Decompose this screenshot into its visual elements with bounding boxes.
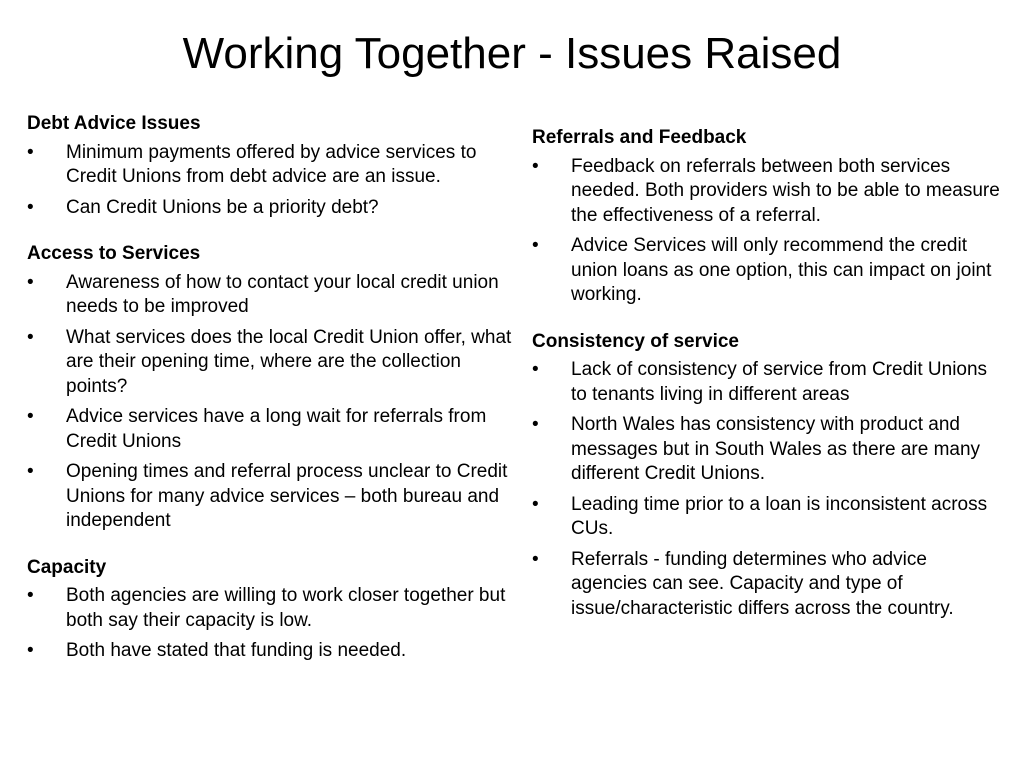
bullet-icon: • [27, 271, 34, 293]
list-item [532, 234, 1002, 308]
list-item [27, 326, 517, 400]
list-item-text: North Wales has consistency with product and messages but in South Wales as there are many different Credit Unions. [571, 414, 981, 484]
list-item-text: Leading time prior to a loan is inconsistent across CUs. [571, 493, 988, 539]
list-item-text: Awareness of how to contact your local credit union needs to be improved [66, 271, 499, 317]
bullet-list [532, 358, 1002, 621]
list-item-text: Advice Services will only recommend the credit union loans as one option, this can impact on joint working. [571, 235, 992, 305]
bullet-list [532, 155, 1002, 308]
list-item [27, 584, 517, 633]
section-referrals-and-feedback [532, 126, 1002, 308]
list-item [27, 460, 517, 534]
section-heading: Consistency of service [532, 330, 739, 352]
bullet-icon: • [27, 461, 34, 482]
list-item-text: Referrals - funding determines who advice agencies can see. Capacity and type of issue/characteristic differs across the country. [571, 548, 954, 619]
bullet-icon: • [532, 414, 539, 435]
list-item [27, 639, 517, 664]
bullet-list [27, 584, 517, 664]
list-item-text: Advice services have a long wait for referrals from Credit Unions [66, 406, 487, 452]
right-column [532, 126, 1002, 643]
bullet-icon: • [27, 585, 34, 606]
list-item-text: Both have stated that funding is needed. [66, 640, 407, 661]
list-item-text: Feedback on referrals between both services needed. Both providers wish to be able to measure the effectiveness of a referral. [571, 155, 1000, 226]
slide-title: Working Together - Issues Raised [182, 29, 842, 78]
section-capacity [27, 556, 517, 664]
list-item [532, 155, 1002, 229]
list-item-text: Opening times and referral process unclear to Credit Unions for many advice services – both bureau and independent [66, 461, 508, 531]
section-access-to-services [27, 242, 517, 534]
list-item [27, 405, 517, 454]
list-item-text: What services does the local Credit Union offer, what are their opening time, where are the collection points? [66, 326, 512, 397]
section-heading: Access to Services [27, 243, 201, 264]
section-debt-advice-issues [27, 112, 517, 220]
list-item [532, 358, 1002, 407]
list-item-text: Can Credit Unions be a priority debt? [66, 196, 379, 218]
bullet-list [27, 271, 517, 534]
list-item-text: Lack of consistency of service from Credit Unions to tenants living in different areas [571, 359, 988, 405]
list-item [27, 196, 517, 221]
bullet-icon: • [27, 406, 34, 427]
bullet-icon: • [532, 235, 539, 256]
list-item-text: Both agencies are willing to work closer together but both say their capacity is low. [66, 585, 506, 631]
bullet-icon: • [532, 493, 539, 515]
list-item [532, 548, 1002, 622]
bullet-icon: • [532, 359, 539, 380]
list-item [532, 493, 1002, 542]
bullet-icon: • [27, 141, 34, 163]
section-consistency-of-service [532, 330, 1002, 622]
bullet-icon: • [532, 548, 539, 570]
section-heading: Referrals and Feedback [532, 127, 747, 148]
section-heading: Debt Advice Issues [27, 113, 201, 134]
list-item [27, 271, 517, 320]
left-column [27, 112, 517, 686]
bullet-icon: • [27, 326, 34, 348]
list-item [27, 141, 517, 190]
list-item [532, 413, 1002, 487]
section-heading: Capacity [27, 556, 107, 578]
bullet-icon: • [532, 155, 539, 177]
list-item-text: Minimum payments offered by advice services to Credit Unions from debt advice are an issue. [66, 141, 477, 187]
bullet-icon: • [27, 196, 34, 218]
bullet-list [27, 141, 517, 221]
bullet-icon: • [27, 640, 34, 661]
